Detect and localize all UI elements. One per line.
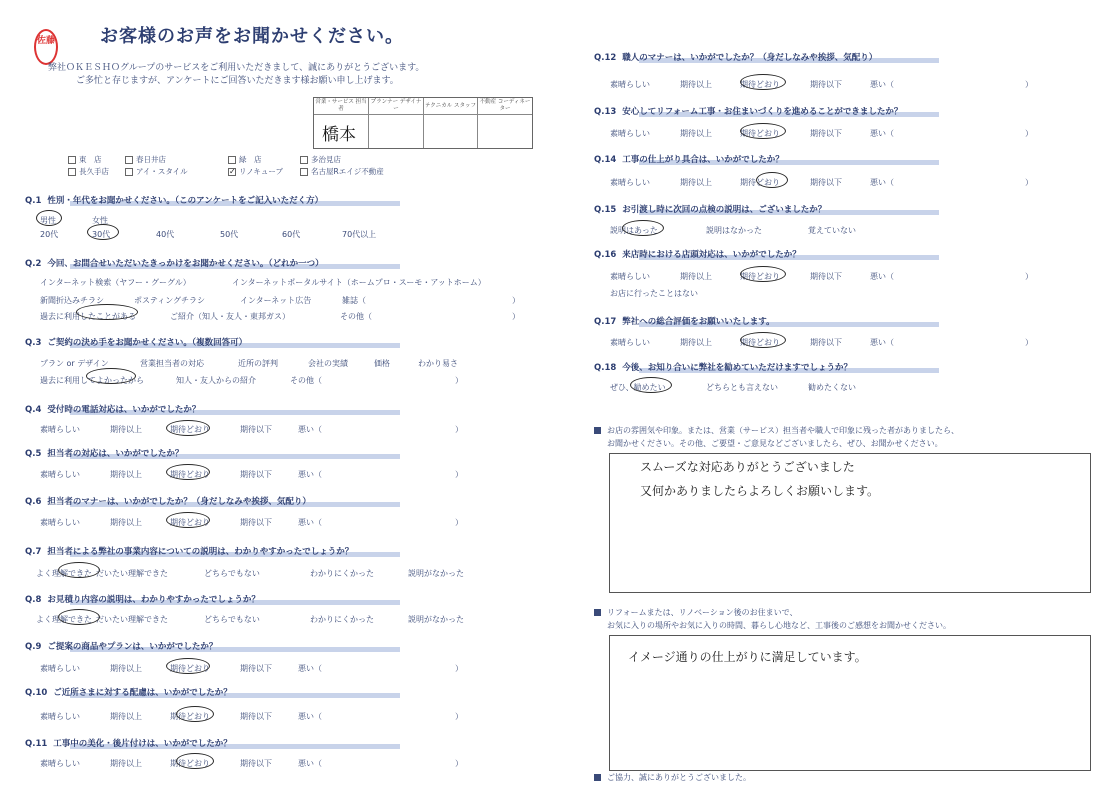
answer-circle-mark xyxy=(176,706,214,722)
question-text: 性別・年代をお聞かせください。（このアンケートをご記入いただく方） xyxy=(47,196,324,206)
answer-option[interactable]: インターネット広告 xyxy=(240,296,312,305)
answer-option[interactable]: 期待以上 xyxy=(680,178,712,187)
question-q1 xyxy=(25,194,323,206)
answer-option[interactable]: 素晴らしい xyxy=(40,425,80,434)
question-text: 工事の仕上がり具合は、いかがでしたか？ xyxy=(622,155,784,165)
answer-option[interactable]: 営業担当者の対応 xyxy=(140,359,204,368)
comment1-answer-line2: 又何かありましたらよろしくお願いします。 xyxy=(640,484,880,498)
answer-option[interactable]: 悪い（ xyxy=(298,518,322,527)
answer-option[interactable]: 期待どおり xyxy=(170,712,210,721)
question-number: Q.9 xyxy=(25,642,42,652)
question-q7 xyxy=(25,545,353,557)
store-label: 名古屋Rエイジ不動産 xyxy=(311,167,384,176)
answer-option[interactable]: 期待以下 xyxy=(240,518,272,527)
answer-circle-mark xyxy=(166,420,210,436)
answer-close-paren: ） xyxy=(512,312,520,321)
comment1-prompt-line2: お聞かせください。その他、ご要望・ご意見などございましたら、ぜひ、お聞かせください。 xyxy=(607,439,943,448)
answer-option[interactable]: 素晴らしい xyxy=(610,338,650,347)
answer-option[interactable]: 素晴らしい xyxy=(40,759,80,768)
answer-option[interactable]: 期待以下 xyxy=(240,425,272,434)
answer-option[interactable]: 説明はあった xyxy=(610,226,658,235)
answer-option[interactable]: 悪い（ xyxy=(298,470,322,479)
question-text: 来店時における店頭対応は、いかがでしたか？ xyxy=(622,250,801,260)
store-option[interactable] xyxy=(228,154,262,165)
answer-option[interactable]: 女性 xyxy=(92,216,108,225)
answer-circle-mark xyxy=(176,753,214,769)
answer-option[interactable]: 勧めたくない xyxy=(808,383,856,392)
intro-line-1: 弊社ＯＫＥＳＨＯグループのサービスをご利用いただきまして、誠にありがとうございます。 xyxy=(48,63,425,73)
question-text: 安心してリフォーム工事・お住まいづくりを進めることができましたか？ xyxy=(622,107,903,117)
answer-option[interactable]: 悪い（ xyxy=(870,272,894,281)
answer-option[interactable]: 悪い（ xyxy=(870,80,894,89)
answer-option[interactable]: 悪い（ xyxy=(298,664,322,673)
question-number: Q.6 xyxy=(25,497,42,507)
answer-option[interactable]: 説明がなかった xyxy=(408,569,464,578)
answer-option[interactable]: 知人・友人からの紹介 xyxy=(176,376,256,385)
comment1-prompt-line1: お店の雰囲気や印象。または、営業（サービス）担当者や職人で印象に残った者がありましたら、 xyxy=(594,425,959,436)
answer-option[interactable]: 期待どおり xyxy=(170,759,210,768)
staff-header-planner: プランナー デザイナー xyxy=(369,98,424,115)
question-text: お見積り内容の説明は、わかりやすかったでしょうか？ xyxy=(47,595,260,605)
store-label: 緑 店 xyxy=(239,155,262,164)
answer-circle-mark xyxy=(76,304,138,320)
answer-close-paren: ） xyxy=(455,470,463,479)
answer-option[interactable]: 60代 xyxy=(282,230,301,239)
answer-option[interactable]: 過去に利用したことがある xyxy=(40,312,136,321)
question-q11 xyxy=(25,737,232,749)
staff-header-technical: テクニカル スタッフ xyxy=(424,98,478,115)
store-option[interactable] xyxy=(68,154,102,165)
answer-option[interactable]: ぜひ、勧めたい xyxy=(610,383,666,392)
answer-option[interactable]: 価格 xyxy=(374,359,390,368)
question-text: ご契約の決め手をお聞かせください。（複数回答可） xyxy=(47,338,248,348)
answer-option[interactable]: ご紹介（知人・友人・東邦ガス） xyxy=(170,312,290,321)
answer-option[interactable]: 期待どおり xyxy=(170,425,210,434)
answer-option[interactable]: インターネットポータルサイト（ホームプロ・スーモ・アットホーム） xyxy=(232,278,486,287)
answer-option[interactable]: 雑誌（ xyxy=(342,296,366,305)
question-number: Q.14 xyxy=(594,155,617,165)
store-label: リノキューブ xyxy=(239,167,284,176)
store-option[interactable] xyxy=(68,166,109,177)
answer-option[interactable]: 期待どおり xyxy=(740,272,780,281)
comment1-answer-line1: スムーズな対応ありがとうございました xyxy=(640,460,855,474)
checkbox-icon[interactable] xyxy=(68,168,76,176)
answer-option[interactable]: 50代 xyxy=(220,230,239,239)
answer-option[interactable]: わかりにくかった xyxy=(310,615,374,624)
footer-thanks: ご協力、誠にありがとうございました。 xyxy=(594,772,751,783)
checkbox-icon[interactable] xyxy=(125,168,133,176)
answer-close-paren: ） xyxy=(455,518,463,527)
answer-option[interactable]: 覚えていない xyxy=(808,226,856,235)
answer-option[interactable]: 近所の評判 xyxy=(238,359,278,368)
store-option[interactable] xyxy=(300,166,384,177)
checkbox-icon[interactable]: ✓ xyxy=(229,167,236,176)
answer-circle-mark xyxy=(86,368,136,384)
answer-option[interactable]: 期待以上 xyxy=(680,338,712,347)
answer-option[interactable]: 悪い（ xyxy=(870,338,894,347)
question-text: ご近所さまに対する配慮は、いかがでしたか？ xyxy=(53,688,232,698)
store-label: 東 店 xyxy=(79,155,102,164)
question-number: Q.2 xyxy=(25,259,42,269)
checkbox-icon[interactable] xyxy=(68,156,76,164)
question-text: 職人のマナーは、いかがでしたか？（身だしなみや挨拶、気配り） xyxy=(622,53,878,63)
answer-option[interactable]: だいたい理解できた xyxy=(96,569,168,578)
answer-option[interactable]: 過去に利用してよかったから xyxy=(40,376,144,385)
answer-circle-mark xyxy=(756,172,788,188)
answer-option[interactable]: 期待どおり xyxy=(170,664,210,673)
answer-option[interactable]: 素晴らしい xyxy=(40,712,80,721)
answer-option[interactable]: 期待以上 xyxy=(110,759,142,768)
answer-option[interactable]: 素晴らしい xyxy=(40,518,80,527)
answer-option[interactable]: どちらとも言えない xyxy=(706,383,778,392)
answer-close-paren: ） xyxy=(455,759,463,768)
question-number: Q.18 xyxy=(594,363,617,373)
answer-close-paren: ） xyxy=(455,376,463,385)
answer-option[interactable]: 説明がなかった xyxy=(408,615,464,624)
checkbox-icon[interactable] xyxy=(300,156,308,164)
answer-circle-mark xyxy=(166,658,210,674)
question-number: Q.11 xyxy=(25,739,48,749)
staff-handwritten-name: 橋本 xyxy=(322,125,356,145)
answer-close-paren: ） xyxy=(455,664,463,673)
answer-circle-mark xyxy=(58,562,100,578)
answer-option[interactable]: よく理解できた xyxy=(36,615,92,624)
answer-option[interactable]: 素晴らしい xyxy=(40,470,80,479)
question-text: 担当者のマナーは、いかがでしたか？（身だしなみや挨拶、気配り） xyxy=(47,497,311,507)
store-option[interactable] xyxy=(125,166,188,177)
answer-option[interactable]: お店に行ったことはない xyxy=(610,289,698,298)
question-q16 xyxy=(594,248,801,260)
answer-option[interactable]: 男性 xyxy=(40,216,56,225)
answer-option[interactable]: その他（ xyxy=(290,376,322,385)
question-q3 xyxy=(25,336,247,348)
question-number: Q.13 xyxy=(594,107,617,117)
answer-close-paren: ） xyxy=(1025,272,1033,281)
question-text: 今後、お知り合いに弊社を勧めていただけますでしょうか？ xyxy=(622,363,853,373)
answer-option[interactable]: 説明はなかった xyxy=(706,226,762,235)
question-text: 担当者による弊社の事業内容についての説明は、わかりやすかったでしょうか？ xyxy=(47,547,354,557)
store-label: 春日井店 xyxy=(136,155,166,164)
answer-circle-mark xyxy=(166,464,210,480)
question-number: Q.17 xyxy=(594,317,617,327)
answer-option[interactable]: 会社の実績 xyxy=(308,359,348,368)
question-number: Q.7 xyxy=(25,547,42,557)
answer-option[interactable]: 期待以下 xyxy=(810,178,842,187)
answer-circle-mark xyxy=(622,220,664,236)
comment2-answer-line1: イメージ通りの仕上がりに満足しています。 xyxy=(628,650,867,664)
answer-option[interactable]: 悪い（ xyxy=(298,712,322,721)
answer-close-paren: ） xyxy=(455,425,463,434)
answer-option[interactable]: 期待以上 xyxy=(110,712,142,721)
question-q5 xyxy=(25,447,183,459)
question-text: 担当者の対応は、いかがでしたか？ xyxy=(47,449,184,459)
answer-option[interactable]: 期待以下 xyxy=(240,712,272,721)
answer-option[interactable]: 20代 xyxy=(40,230,59,239)
answer-option[interactable]: その他（ xyxy=(340,312,372,321)
answer-option[interactable]: 期待以上 xyxy=(680,80,712,89)
answer-option[interactable]: 期待どおり xyxy=(740,338,780,347)
question-number: Q.10 xyxy=(25,688,48,698)
answer-circle-mark xyxy=(166,512,210,528)
answer-option[interactable]: よく理解できた xyxy=(36,569,92,578)
question-q10 xyxy=(25,686,232,698)
store-option[interactable] xyxy=(300,154,341,165)
store-label: 多治見店 xyxy=(311,155,341,164)
checkbox-icon[interactable] xyxy=(228,156,236,164)
answer-option[interactable]: どちらでもない xyxy=(204,615,260,624)
store-label: 長久手店 xyxy=(79,167,109,176)
answer-option[interactable]: 期待以下 xyxy=(810,272,842,281)
answer-circle-mark xyxy=(740,332,786,348)
answer-option[interactable]: 素晴らしい xyxy=(610,178,650,187)
answer-circle-mark xyxy=(740,123,786,139)
answer-option[interactable]: 新聞折込みチラシ xyxy=(40,296,104,305)
answer-option[interactable]: プラン or デザイン xyxy=(40,359,109,368)
staff-header-realestate: 不動産 コーディネーター xyxy=(478,98,532,115)
comment2-box[interactable] xyxy=(609,635,1091,771)
question-q12 xyxy=(594,51,877,63)
question-number: Q.12 xyxy=(594,53,617,63)
answer-option[interactable]: 期待どおり xyxy=(170,518,210,527)
seal-stamp: 佐藤 xyxy=(34,29,58,65)
answer-option[interactable]: 悪い（ xyxy=(298,759,322,768)
answer-option[interactable]: 悪い（ xyxy=(870,178,894,187)
page-title: お客様のお声をお聞かせください。 xyxy=(100,26,404,47)
answer-option[interactable]: 期待以下 xyxy=(240,664,272,673)
question-q13 xyxy=(594,105,902,117)
answer-option[interactable]: 素晴らしい xyxy=(40,664,80,673)
answer-circle-mark xyxy=(36,210,62,226)
question-text: 受付時の電話対応は、いかがでしたか？ xyxy=(47,405,201,415)
store-label: アイ・スタイル xyxy=(136,167,188,176)
answer-option[interactable]: 悪い（ xyxy=(298,425,322,434)
answer-option[interactable]: 期待以下 xyxy=(810,129,842,138)
question-q17 xyxy=(594,315,775,327)
bullet-square-icon xyxy=(594,774,601,781)
comment2-prompt-line1: リフォームまたは、リノベーション後のお住まいで、 xyxy=(594,607,797,618)
bullet-square-icon xyxy=(594,427,601,434)
answer-option[interactable]: 期待以上 xyxy=(680,272,712,281)
answer-option[interactable]: 期待どおり xyxy=(170,470,210,479)
question-number: Q.15 xyxy=(594,205,617,215)
question-q14 xyxy=(594,153,784,165)
answer-option[interactable]: わかりにくかった xyxy=(310,569,374,578)
question-text: 弊社への総合評価をお願いいたします。 xyxy=(622,317,775,327)
answer-circle-mark xyxy=(87,224,119,240)
answer-close-paren: ） xyxy=(512,296,520,305)
intro-line-2: ご多忙と存じますが、アンケートにご回答いただきます様お願い申し上げます。 xyxy=(76,76,399,86)
answer-option[interactable]: 期待どおり xyxy=(740,80,780,89)
question-q2 xyxy=(25,257,324,269)
answer-option[interactable]: どちらでもない xyxy=(204,569,260,578)
answer-option[interactable]: 期待以下 xyxy=(240,470,272,479)
question-q4 xyxy=(25,403,200,415)
answer-circle-mark xyxy=(740,266,786,282)
answer-option[interactable]: ポスティングチラシ xyxy=(134,296,206,305)
question-number: Q.3 xyxy=(25,338,42,348)
answer-option[interactable]: 悪い（ xyxy=(870,129,894,138)
store-option[interactable] xyxy=(125,154,166,165)
answer-option[interactable]: だいたい理解できた xyxy=(96,615,168,624)
question-text: お引渡し時に次回の点検の説明は、ございましたか？ xyxy=(622,205,827,215)
checkbox-icon[interactable] xyxy=(125,156,133,164)
question-text: 今回、お問合せいただいたきっかけをお聞かせください。（どれか一つ） xyxy=(47,259,324,269)
answer-circle-mark xyxy=(58,609,100,625)
answer-option[interactable]: インターネット検索（ヤフー・グーグル） xyxy=(40,278,191,287)
answer-close-paren: ） xyxy=(1025,80,1033,89)
answer-option[interactable]: 40代 xyxy=(156,230,175,239)
question-q18 xyxy=(594,361,852,373)
question-number: Q.5 xyxy=(25,449,42,459)
question-number: Q.4 xyxy=(25,405,42,415)
answer-option[interactable]: 30代 xyxy=(92,230,111,239)
answer-option[interactable]: 期待以上 xyxy=(110,425,142,434)
answer-option[interactable]: 素晴らしい xyxy=(610,129,650,138)
question-number: Q.1 xyxy=(25,196,42,206)
answer-circle-mark xyxy=(740,74,786,90)
staff-header-sales: 営業・サービス 担当者 xyxy=(314,98,369,115)
answer-option[interactable]: 期待以下 xyxy=(810,80,842,89)
answer-option[interactable]: 70代以上 xyxy=(342,230,377,239)
question-q15 xyxy=(594,203,826,215)
question-number: Q.8 xyxy=(25,595,42,605)
answer-close-paren: ） xyxy=(1025,129,1033,138)
question-q8 xyxy=(25,593,260,605)
answer-close-paren: ） xyxy=(1025,178,1033,187)
answer-option[interactable]: 期待以上 xyxy=(110,664,142,673)
answer-option[interactable]: わかり易さ xyxy=(418,359,458,368)
answer-option[interactable]: 素晴らしい xyxy=(610,272,650,281)
store-option[interactable] xyxy=(228,166,283,177)
comment2-prompt-line2: お気に入りの場所やお気に入りの時間、暮らし心地など、工事後のご感想をお聞かせください。 xyxy=(607,621,951,630)
answer-option[interactable]: 期待どおり xyxy=(740,178,780,187)
question-number: Q.16 xyxy=(594,250,617,260)
answer-circle-mark xyxy=(630,377,672,393)
answer-option[interactable]: 期待以上 xyxy=(680,129,712,138)
question-text: ご提案の商品やプランは、いかがでしたか？ xyxy=(47,642,218,652)
question-q6 xyxy=(25,495,311,507)
answer-option[interactable]: 期待どおり xyxy=(740,129,780,138)
answer-close-paren: ） xyxy=(455,712,463,721)
answer-option[interactable]: 期待以下 xyxy=(240,759,272,768)
question-q9 xyxy=(25,640,217,652)
bullet-square-icon xyxy=(594,609,601,616)
answer-option[interactable]: 期待以下 xyxy=(810,338,842,347)
answer-option[interactable]: 期待以上 xyxy=(110,518,142,527)
staff-table xyxy=(313,97,533,149)
answer-option[interactable]: 期待以上 xyxy=(110,470,142,479)
answer-close-paren: ） xyxy=(1025,338,1033,347)
answer-option[interactable]: 素晴らしい xyxy=(610,80,650,89)
comment1-box[interactable] xyxy=(609,453,1091,593)
question-text: 工事中の美化・後片付けは、いかがでしたか？ xyxy=(53,739,232,749)
checkbox-icon[interactable] xyxy=(300,168,308,176)
